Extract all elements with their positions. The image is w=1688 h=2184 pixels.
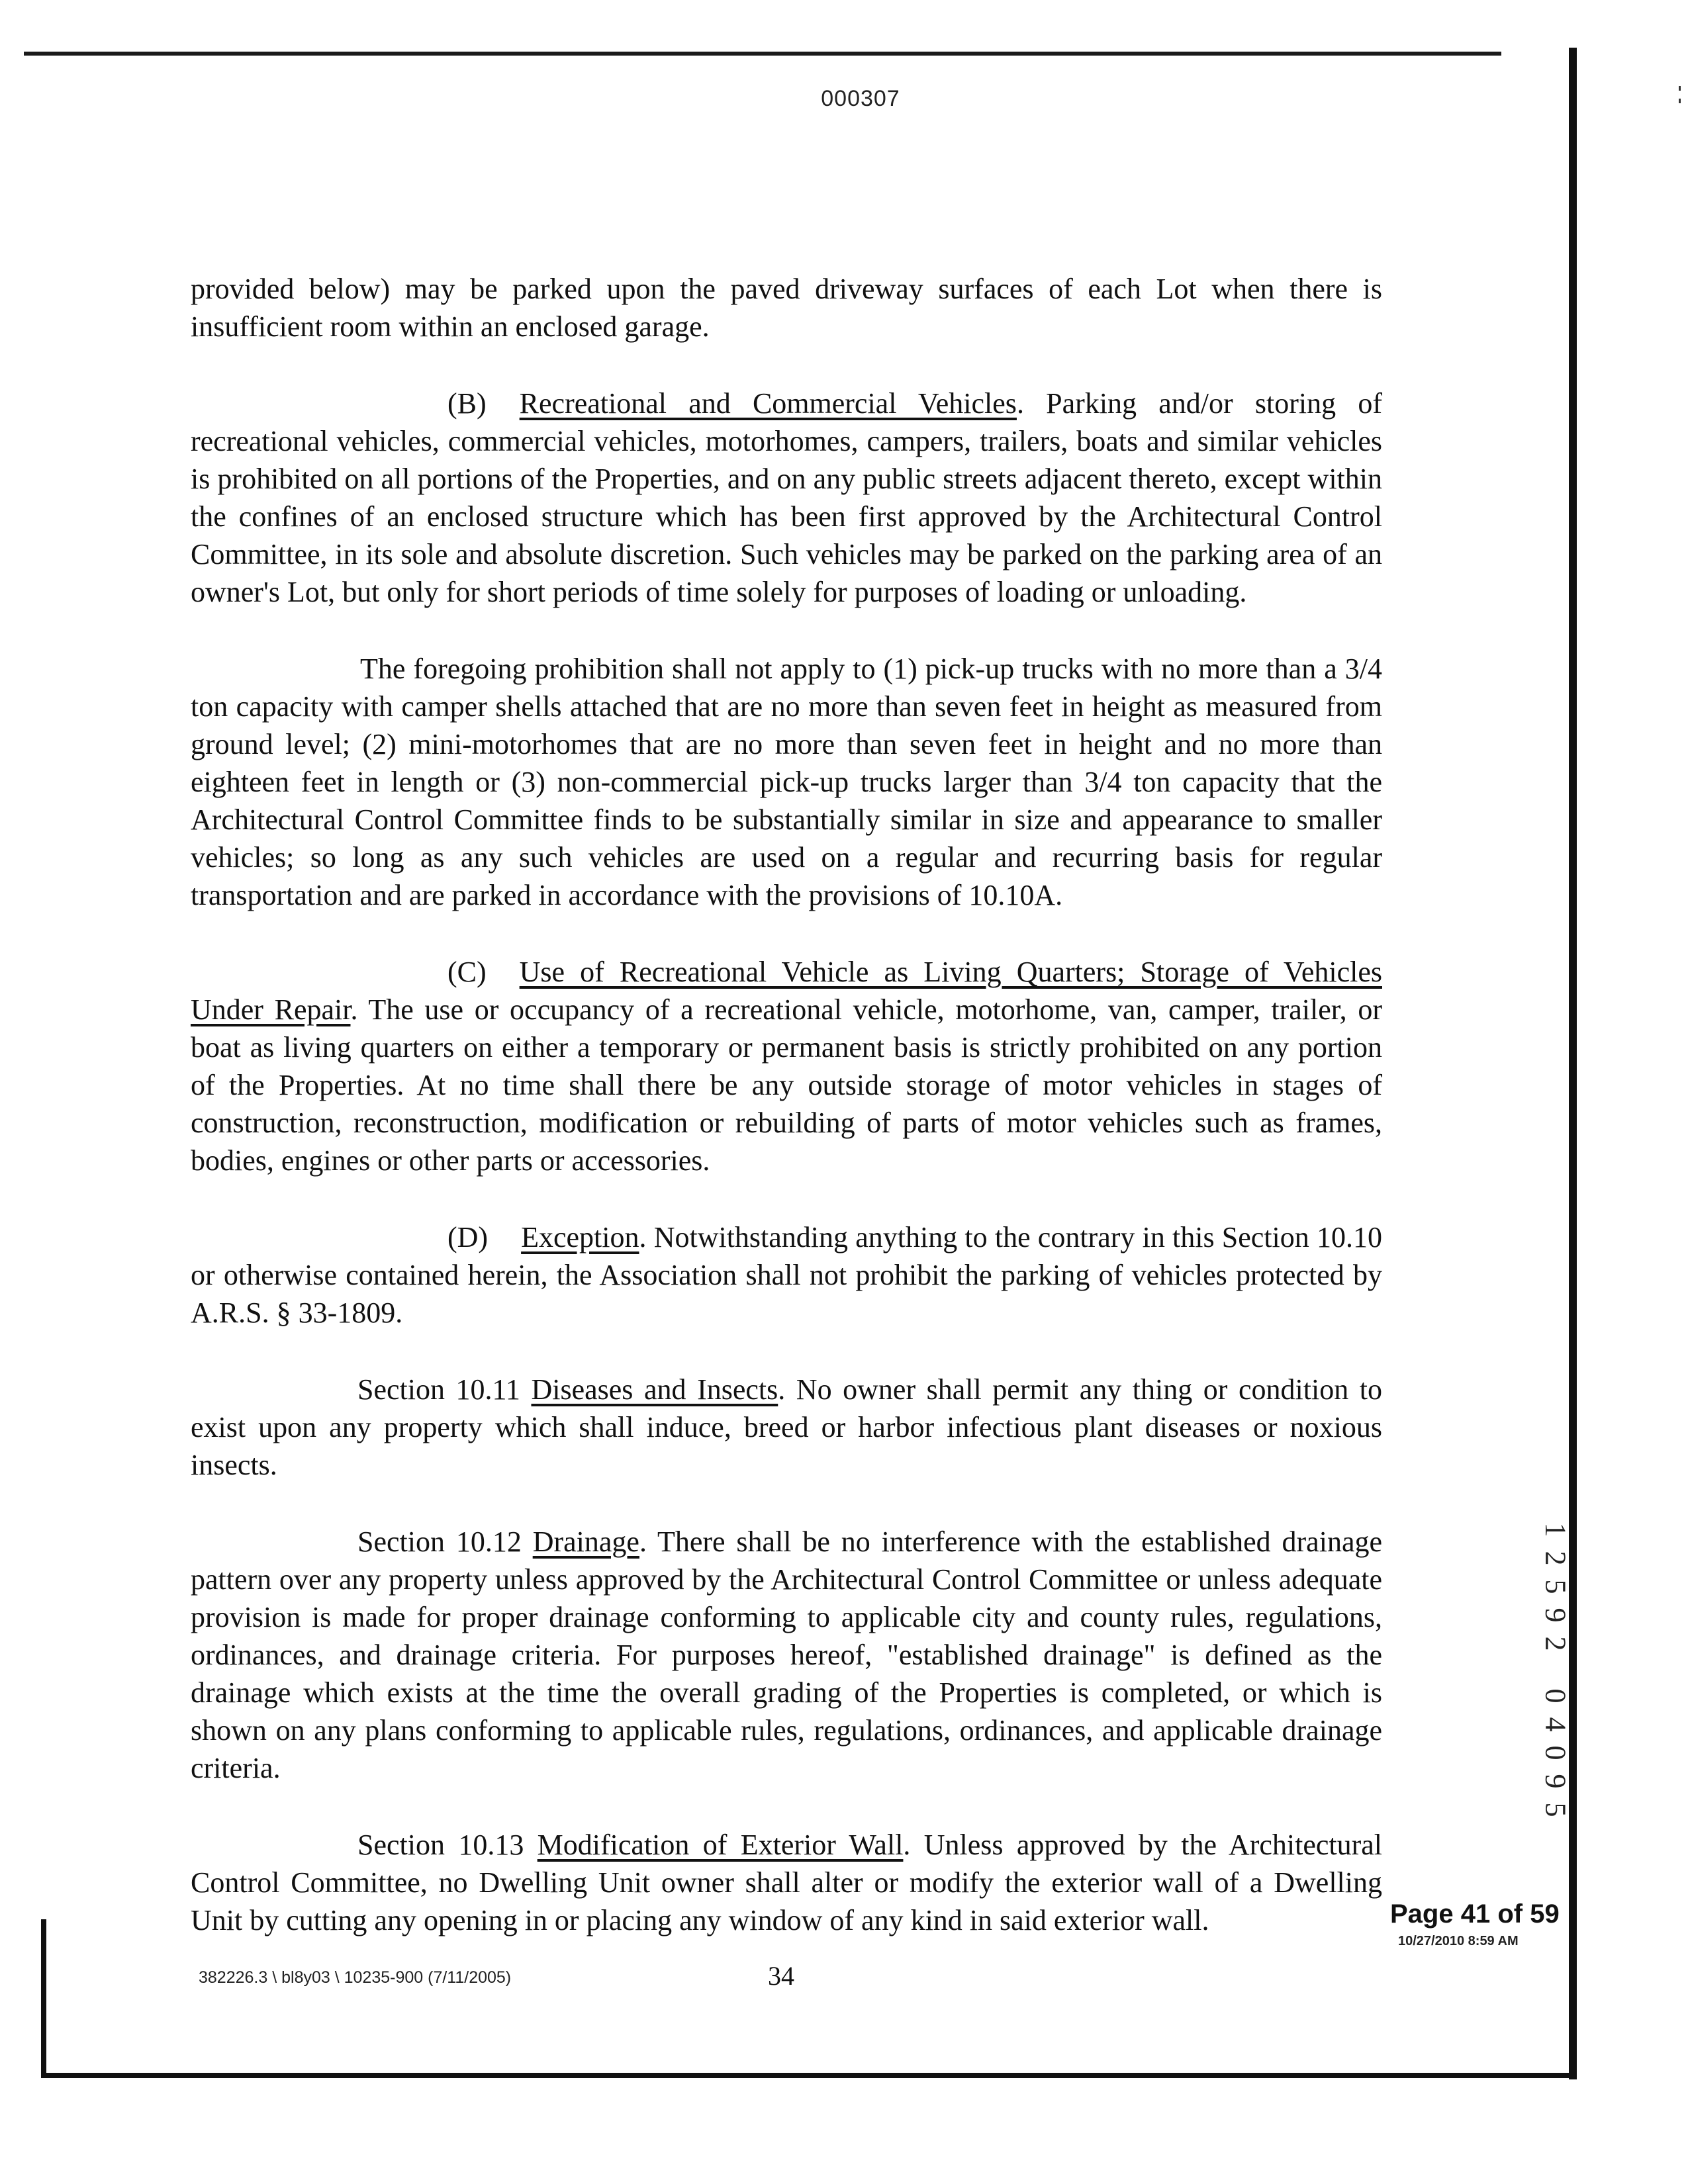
- section-title: Modification of Exterior Wall: [537, 1829, 904, 1861]
- recording-timestamp: 10/27/2010 8:59 AM: [1398, 1934, 1519, 1948]
- footer-page-number: 34: [768, 1961, 794, 1991]
- section-number: Section 10.13: [357, 1829, 524, 1861]
- stamp-digit: 2: [1539, 1551, 1572, 1566]
- subsection-title: Exception: [521, 1221, 639, 1253]
- stamp-digit: 5: [1539, 1802, 1572, 1817]
- section-10-11: [191, 1371, 1382, 1484]
- section-title: Drainage: [532, 1525, 639, 1558]
- subsection-title: Recreational and Commercial Vehicles: [519, 387, 1017, 420]
- recording-page-count: Page 41 of 59: [1390, 1899, 1560, 1929]
- document-number: 000307: [821, 86, 900, 111]
- subsection-label: (C): [447, 956, 487, 988]
- stamp-digit: 9: [1539, 1774, 1572, 1789]
- subsection-label: (B): [447, 387, 487, 420]
- stamp-digit: 0: [1539, 1688, 1572, 1704]
- section-number: Section 10.11: [357, 1373, 520, 1406]
- subsection-title: Use of Recreational Vehicle as Living Quarters; Storage of Vehicles Under Repair: [191, 956, 1382, 1026]
- paragraph-prohibition: The foregoing prohibition shall not apply to (1) pick-up trucks with no more than a 3/4 ton capacity with camper shells attached that are no more than seven feet in height as measured from ground level; (2) mini-motorhomes that are no more than seven feet in height and no more than eighteen feet in length or (3) non-commercial pick-up trucks larger than 3/4 ton capacity that the Architectural Control Committee finds to be substantially similar in size and appearance to smaller vehicles; so long as any such vehicles are used on a regular and recurring basis for regular transportation and are parked in accordance with the provisions of 10.10A.: [191, 653, 1382, 911]
- stamp-digit: 9: [1539, 1608, 1572, 1623]
- edge-marks: [1679, 86, 1681, 113]
- subsection-text: . Parking and/or storing of recreational vehicles, commercial vehicles, motorhomes, campers, trailers, boats and similar vehicles is prohibited on all portions of the Properties, and on any public streets adjacent thereto, except within the confines of an enclosed structure which has been first approved by the Architectural Control Committee, in its sole and absolute discretion. Such vehicles may be parked on the parking area of an owner's Lot, but only for short periods of time solely for purposes of loading or unloading.: [191, 387, 1382, 608]
- left-scan-border: [41, 1919, 46, 2078]
- paragraph-d: [191, 1218, 1382, 1332]
- section-10-13: [191, 1826, 1382, 1939]
- section-text: . Unless approved by the Architectural Control Committee, no Dwelling Unit owner shall alter or modify the exterior wall of a Dwelling Unit by cutting any opening in or placing any window of any kind in said exterior wall.: [191, 1829, 1383, 1936]
- section-title: Diseases and Insects: [531, 1373, 778, 1406]
- bottom-scan-border: [41, 2073, 1577, 2078]
- top-scan-border: [24, 52, 1501, 56]
- stamp-digit: 2: [1539, 1636, 1572, 1651]
- paragraph-c: [191, 953, 1382, 1179]
- document-body: [191, 270, 1382, 1978]
- subsection-label: (D): [447, 1221, 489, 1253]
- stamp-digit: 5: [1539, 1579, 1572, 1594]
- stamp-digit: 4: [1539, 1717, 1572, 1732]
- paragraph-b: [191, 385, 1382, 611]
- section-text: . No owner shall permit any thing or condition to exist upon any property which shall induce, breed or harbor infectious plant diseases or noxious insects.: [191, 1373, 1382, 1481]
- paragraph-continued: provided below) may be parked upon the paved driveway surfaces of each Lot when there is insufficient room within an enclosed garage.: [191, 273, 1382, 343]
- section-text: . There shall be no interference with the established drainage pattern over any property unless approved by the Architectural Control Committee or unless adequate provision is made for proper drainage conforming to applicable city and county rules, regulations, ordinances, and drainage criteria. For purposes hereof, "established drainage" is defined as the drainage which exists at the time the overall grading of the Properties is completed, or which is shown on any plans conforming to applicable rules, regulations, ordinances, and applicable drainage criteria.: [191, 1525, 1382, 1784]
- subsection-text: . The use or occupancy of a recreational vehicle, motorhome, van, camper, trailer, or boat as living quarters on either a temporary or permanent basis is strictly prohibited on any portion of the Properties. At no time shall there be any outside storage of motor vehicles in stages of construction, reconstruction, modification or rebuilding of parts of motor vehicles such as frames, bodies, engines or other parts or accessories.: [191, 993, 1382, 1177]
- section-10-12: [191, 1523, 1382, 1787]
- section-number: Section 10.12: [357, 1525, 522, 1558]
- footer-reference: 382226.3 \ bl8y03 \ 10235-900 (7/11/2005): [199, 1968, 512, 1987]
- subsection-text: . Notwithstanding anything to the contrary in this Section 10.10 or otherwise contained herein, the Association shall not prohibit the parking of vehicles protected by A.R.S. § 33-1809.: [191, 1221, 1382, 1329]
- stamp-digit: 1: [1539, 1522, 1572, 1537]
- stamp-digit: 0: [1539, 1745, 1572, 1760]
- recording-stamp-number: [1536, 1516, 1575, 1824]
